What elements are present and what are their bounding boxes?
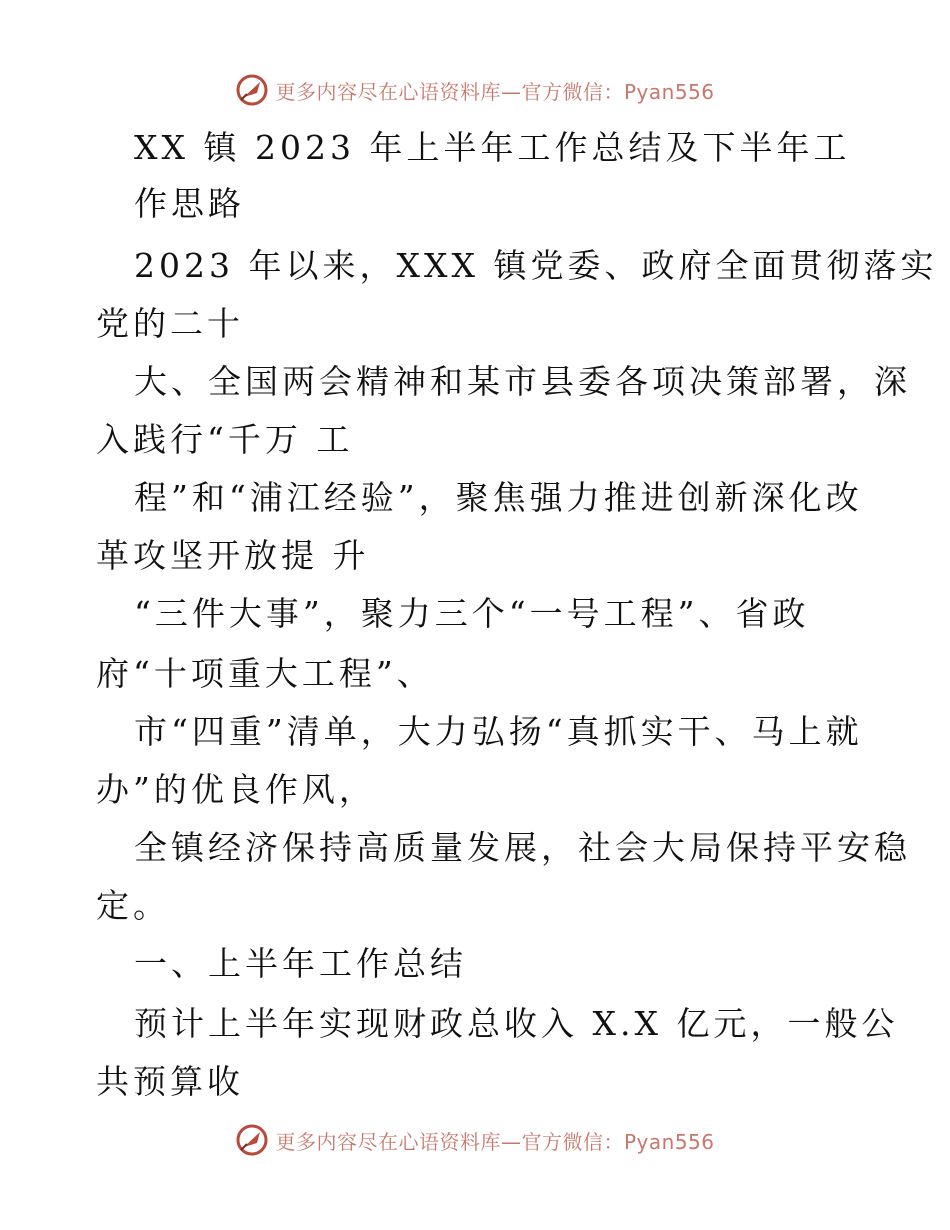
section-heading: 一、上半年工作总结 xyxy=(134,944,467,983)
doc-line: 党的二十 xyxy=(96,304,244,343)
doc-line: “三件大事”，聚力三个“一号工程”、省政 xyxy=(134,594,810,633)
doc-line: 作思路 xyxy=(134,184,245,223)
watermark-text: 更多内容尽在心语资料库—官方微信：Pyan556 xyxy=(275,79,715,104)
doc-line: 程”和“浦江经验”，聚焦强力推进创新深化改 xyxy=(134,478,863,517)
doc-line: 入践行“千万 工 xyxy=(96,420,354,459)
watermark-text: 更多内容尽在心语资料库—官方微信：Pyan556 xyxy=(275,1129,715,1154)
doc-line: 2023 年以来，XXX 镇党委、政府全面贯彻落实 xyxy=(134,246,938,285)
doc-line: 定。 xyxy=(96,886,170,925)
doc-line: XX 镇 2023 年上半年工作总结及下半年工 xyxy=(134,128,851,167)
doc-line: 共预算收 xyxy=(96,1062,244,1101)
doc-line: 大、全国两会精神和某市县委各项决策部署，深 xyxy=(134,362,911,401)
doc-line: 办”的优良作风， xyxy=(96,770,376,809)
doc-line: 全镇经济保持高质量发展，社会大局保持平安稳 xyxy=(134,828,911,867)
doc-line: 预计上半年实现财政总收入 X.X 亿元，一般公 xyxy=(134,1004,899,1043)
doc-line: 府“十项重大工程”、 xyxy=(96,654,434,693)
watermark-footer xyxy=(0,1118,950,1162)
doc-line: 市“四重”清单，大力弘扬“真抓实干、马上就 xyxy=(134,712,863,751)
doc-line: 革攻坚开放提 升 xyxy=(96,536,370,575)
quill-logo-icon xyxy=(235,1123,269,1157)
